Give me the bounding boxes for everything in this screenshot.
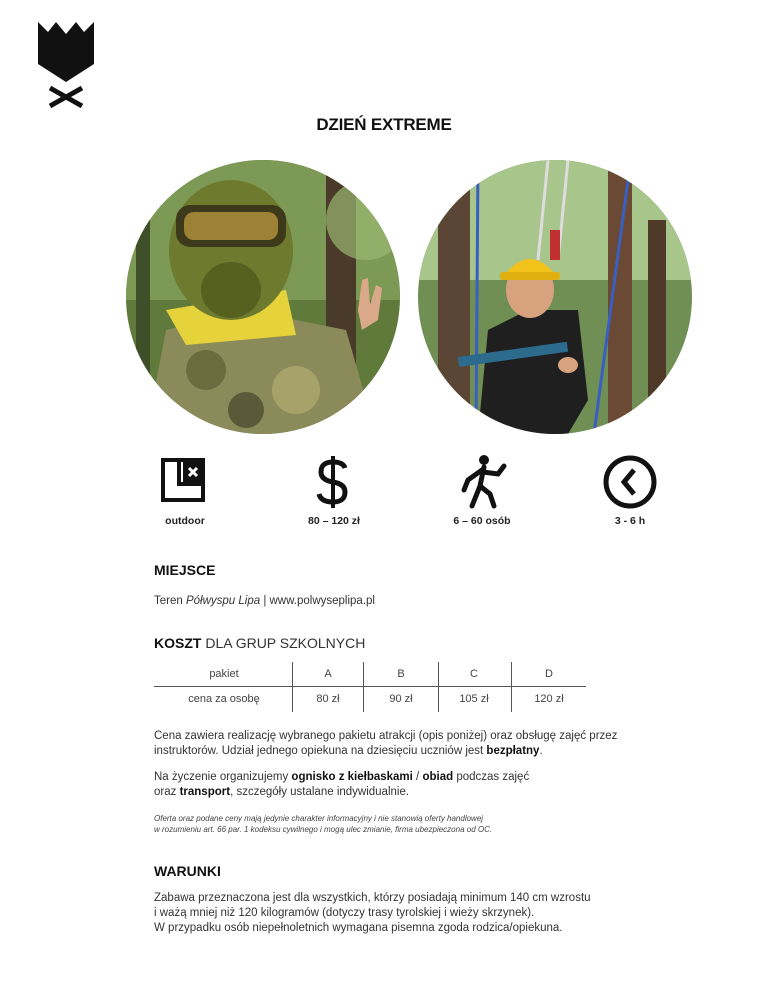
koszt-heading-light: DLA GRUP SZKOLNYCH: [201, 635, 366, 651]
table-divider: [154, 686, 586, 687]
table-cell: 120 zł: [534, 693, 564, 705]
table-header-cell: A: [324, 668, 332, 680]
disclaimer-line: w rozumieniu art. 66 par. 1 kodeksu cywilnego i mogą ulec zmianie, firma ubezpieczona od OC.: [154, 825, 493, 834]
disclaimer: [154, 813, 492, 835]
table-header-cell: pakiet: [209, 668, 239, 680]
page-title: DZIEŃ EXTREME: [316, 115, 452, 134]
table-cell: 90 zł: [389, 693, 413, 705]
paragraph-text: Na życzenie organizujemy: [154, 771, 292, 783]
table-header-cell: D: [545, 668, 553, 680]
extras-paragraph: [154, 770, 529, 800]
paragraph-line: W przypadku osób niepełnoletnich wymagana pisemna zgoda rodzica/opiekuna.: [154, 922, 563, 934]
conditions-paragraph: [154, 891, 591, 936]
disclaimer-line: Oferta oraz podane ceny mają jedynie charakter informacyjny i nie stanowią oferty handlowej: [154, 814, 484, 823]
clock-icon: [600, 452, 660, 512]
person-walking-icon: [452, 452, 512, 512]
paragraph-line: Cena zawiera realizację wybranego pakietu atrakcji (opis poniżej) oraz obsługę zajęć przez: [154, 730, 618, 742]
location-prefix: Teren: [154, 595, 186, 607]
paragraph-bold: obiad: [422, 771, 454, 783]
location-text: [154, 594, 375, 609]
paragraph-text: podczas zajęć: [453, 771, 530, 783]
duration-label: 3 - 6 h: [614, 515, 646, 527]
paragraph-line: i ważą mniej niż 120 kilogramów (dotyczy trasy tyrolskiej i wieży skrzynek).: [154, 907, 535, 919]
price-range-label: 80 – 120 zł: [308, 515, 360, 527]
paragraph-bold: transport: [179, 786, 231, 798]
paragraph-bold: bezpłatny: [486, 745, 540, 757]
paragraph-text: instruktorów. Udział jednego opiekuna na dziesięciu uczniów jest: [154, 745, 487, 757]
table-cell: 80 zł: [316, 693, 340, 705]
outdoor-label: outdoor: [165, 515, 205, 527]
table-cell: cena za osobę: [188, 693, 260, 705]
paintball-photo: [126, 160, 400, 434]
location-name: Półwyspu Lipa: [185, 595, 261, 607]
section-warunki-heading: WARUNKI: [154, 863, 221, 879]
dollar-icon: [303, 452, 363, 512]
table-column-divider: [363, 662, 364, 712]
paragraph-line: [154, 744, 617, 759]
section-koszt-heading: [154, 635, 365, 651]
rope-park-photo: [418, 160, 692, 434]
table-column-divider: [511, 662, 512, 712]
paragraph-line: Zabawa przeznaczona jest dla wszystkich, którzy posiadają minimum 140 cm wzrostu: [154, 892, 591, 904]
table-header-cell: B: [397, 668, 405, 680]
paragraph-bold: ognisko z kiełbaskami: [291, 771, 413, 783]
paragraph-line: [154, 785, 529, 800]
location-website: | www.polwyseplipa.pl: [260, 595, 375, 607]
paragraph-text: /: [412, 771, 423, 783]
koszt-heading-bold: KOSZT: [154, 635, 202, 651]
paragraph-text: oraz: [154, 786, 180, 798]
brand-logo: [34, 18, 98, 110]
outdoor-icon: [155, 452, 215, 512]
paragraph-text: .: [539, 745, 543, 757]
paragraph-line: [154, 770, 529, 785]
price-table: [154, 662, 586, 716]
table-cell: 105 zł: [459, 693, 489, 705]
group-size-label: 6 – 60 osób: [453, 515, 511, 527]
table-header-cell: C: [470, 668, 478, 680]
paragraph-text: , szczegóły ustalane indywidualnie.: [230, 786, 410, 798]
section-miejsce-heading: MIEJSCE: [154, 562, 216, 578]
price-includes-paragraph: [154, 729, 617, 759]
